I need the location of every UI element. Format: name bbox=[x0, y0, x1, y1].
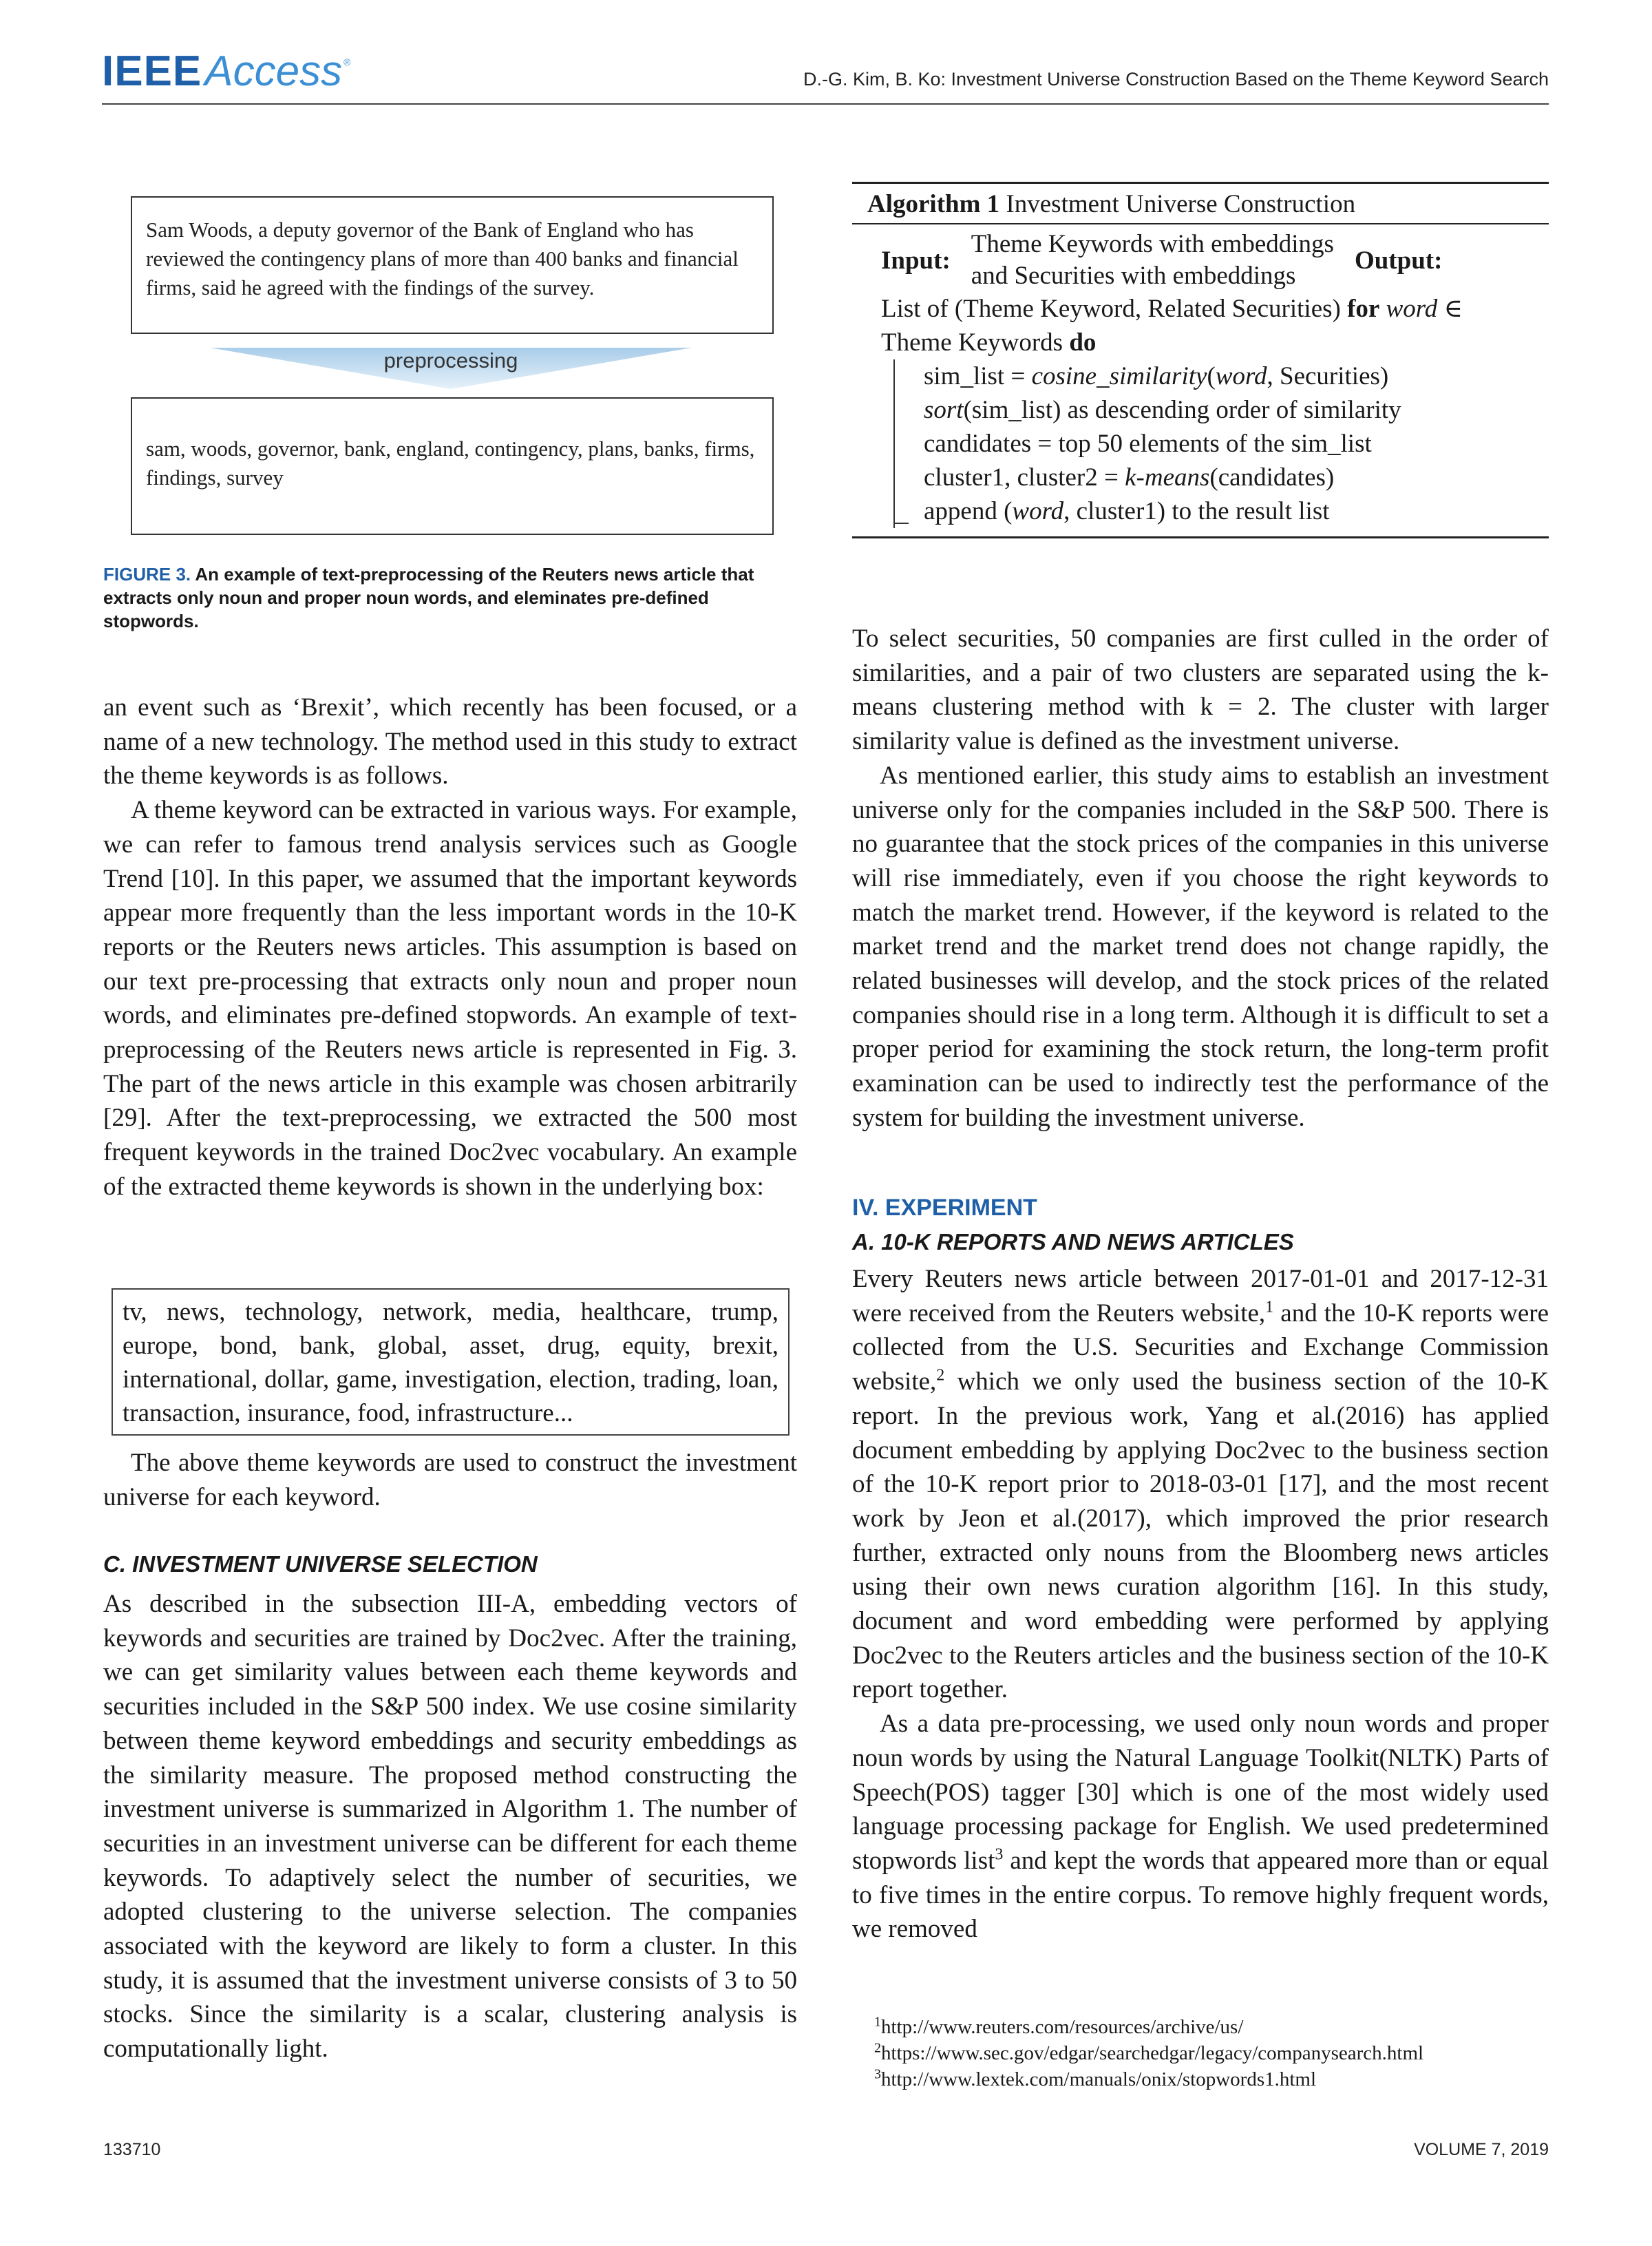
algo-variable: word bbox=[1215, 362, 1267, 390]
logo-ieee-text: IEEE bbox=[102, 48, 202, 95]
volume-label: VOLUME 7, 2019 bbox=[1414, 2140, 1549, 2159]
ieee-access-logo bbox=[102, 47, 350, 95]
algorithm-body bbox=[852, 224, 1549, 536]
algorithm-step bbox=[924, 461, 1549, 494]
algorithm-label: Algorithm 1 bbox=[867, 190, 1000, 218]
algo-function: k-means bbox=[1125, 463, 1210, 492]
algorithm-title bbox=[852, 184, 1549, 223]
algo-variable: word bbox=[1012, 497, 1064, 525]
algorithm-loop-end-mark bbox=[893, 523, 909, 524]
algorithm-input-line: Theme Keywords with embeddings bbox=[971, 230, 1334, 258]
algorithm-for-variable: word bbox=[1386, 295, 1438, 323]
section-heading-iv: IV. EXPERIMENT bbox=[852, 1195, 1037, 1221]
footnote-number: 3 bbox=[874, 2066, 881, 2082]
algo-text: append ( bbox=[924, 497, 1013, 525]
algorithm-step: candidates = top 50 elements of the sim_list bbox=[924, 430, 1372, 458]
paragraph bbox=[852, 1707, 1549, 1946]
footnote bbox=[874, 2014, 1549, 2040]
algo-text: cluster1, cluster2 = bbox=[924, 463, 1125, 492]
theme-keywords-box: tv, news, technology, network, media, healthcare, trump, europe, bond, bank, global, asset, drug, equity, brexit, international, dollar, game, investigation, election, trading, loan, transaction, insurance, food, infrastructure... bbox=[112, 1288, 790, 1436]
footnote bbox=[874, 2040, 1549, 2066]
algo-function: cosine_similarity bbox=[1031, 362, 1207, 390]
paragraph-text: which we only used the business section of the 10-K report. In the previous work, Yang et al.(2016) has applied document embedding by applying Doc2vec to the business section of the 10-K report prior to 2018-03-01 [17], and the most recent work by Jeon et al.(2017), which improved the prior research further, extracted only nouns from the Bloomberg news articles using their own news curation algorithm [16]. In this study, document and word embedding were performed by applying Doc2vec to the Reuters articles and the business section of the 10-K report together. bbox=[852, 1367, 1549, 1704]
footnote-ref[interactable]: 2 bbox=[936, 1366, 945, 1385]
paragraph: As described in the subsection III-A, embedding vectors of keywords and securities are trained by Doc2vec. After the training, we can get similarity values between each theme keywords and securities included in the S&P 500 index. We use cosine similarity between theme keyword embeddings and security embeddings as the similarity measure. The proposed method constructing the investment universe is summarized in Algorithm 1. The number of securities in an investment universe can be different for each theme keywords. To adaptively select the number of securities, we adopted clustering to the universe selection. The companies associated with the keyword are likely to form a cluster. In this study, it is assumed that the investment universe consists of 3 to 50 stocks. Since the similarity is a scalar, clustering analysis is computationally light. bbox=[103, 1590, 797, 2064]
figure3-caption bbox=[103, 563, 792, 633]
figure3-processed-text-box: sam, woods, governor, bank, england, contingency, plans, banks, firms, findings, survey bbox=[131, 397, 774, 535]
preprocessing-label: preprocessing bbox=[383, 348, 518, 372]
paragraph-text: and kept the words that appeared more than or equal to five times in the entire corpus. To remove highly frequent words, we removed bbox=[852, 1846, 1549, 1944]
algorithm-name: Investment Universe Construction bbox=[1006, 190, 1356, 218]
algo-text: ( bbox=[1207, 362, 1216, 390]
left-column-bottom bbox=[103, 1587, 797, 2066]
algorithm-input-line: and Securities with embeddings bbox=[971, 262, 1296, 290]
algorithm-input-keyword: Input: bbox=[881, 246, 951, 275]
algorithm-loop-body bbox=[893, 359, 1549, 528]
paragraph-text: As a data pre-processing, we used only noun words and proper noun words by using the Natural Language Toolkit(NLTK) Parts of Speech(POS) tagger [30] which is one of the most widely used language processing package for English. We used predetermined stopwords list bbox=[852, 1710, 1549, 1875]
algorithm-1 bbox=[852, 182, 1549, 538]
page-number: 133710 bbox=[103, 2140, 161, 2159]
footnote-link[interactable]: http://www.reuters.com/resources/archive/us/ bbox=[881, 2016, 1244, 2038]
footnote-number: 2 bbox=[874, 2040, 881, 2056]
algorithm-for-set: Theme Keywords bbox=[881, 328, 1063, 357]
algorithm-output-keyword: Output: bbox=[1354, 246, 1443, 275]
section-heading-c: C. INVESTMENT UNIVERSE SELECTION bbox=[103, 1551, 538, 1577]
footnote-link[interactable]: http://www.lextek.com/manuals/onix/stopwords1.html bbox=[881, 2068, 1317, 2090]
algorithm-for-keyword: for bbox=[1347, 295, 1380, 323]
figure3-caption-text: An example of text-preprocessing of the Reuters news article that extracts only noun and proper noun words, and eleminates pre-defined stopwords. bbox=[103, 564, 754, 631]
algorithm-output-value: List of (Theme Keyword, Related Securities) bbox=[881, 295, 1341, 323]
footnote-ref[interactable]: 1 bbox=[1265, 1298, 1274, 1316]
algorithm-io bbox=[881, 229, 1549, 292]
algorithm-bottom-rule bbox=[852, 536, 1549, 538]
paragraph: an event such as ‘Brexit’, which recently has been focused, or a name of a new technology. The method used in this study to extract the theme keywords is as follows. bbox=[103, 693, 797, 790]
algo-text: sim_list = bbox=[924, 362, 1032, 390]
paragraph-text: and the 10-K reports were collected from the U.S. Securities and Exchange Commission website, bbox=[852, 1299, 1549, 1396]
left-column-middle bbox=[103, 1446, 797, 1514]
figure3-original-text-box: Sam Woods, a deputy governor of the Bank of England who has reviewed the contingency plans of more than 400 banks and financial firms, said he agreed with the findings of the survey. bbox=[131, 196, 774, 334]
algo-function: sort bbox=[924, 396, 964, 424]
logo-access-text: Access bbox=[204, 48, 343, 95]
algo-text: , Securities) bbox=[1267, 362, 1389, 390]
paragraph: A theme keyword can be extracted in various ways. For example, we can refer to famous trend analysis services such as Google Trend [10]. In this paper, we assumed that the important keywords appear more frequently than the less important words in the 10-K reports or the Reuters news articles. This assumption is based on our text pre-processing that extracts only noun and proper noun words, and eliminates pre-defined stopwords. An example of text-preprocessing of the Reuters news article is represented in Fig. 3. The part of the news article in this example was chosen arbitrarily [29]. After the text-preprocessing, we extracted the 500 most frequent keywords in the trained Doc2vec vocabulary. An example of the extracted theme keywords is shown in the underlying box: bbox=[103, 796, 797, 1201]
algorithm-input-values bbox=[971, 229, 1334, 292]
algorithm-step bbox=[924, 393, 1549, 427]
algorithm-for-line bbox=[881, 326, 1549, 359]
right-column-bottom bbox=[852, 1262, 1549, 1946]
paragraph-text: Every Reuters news article between 2017-01-01 and 2017-12-31 were received from the Reuters website, bbox=[852, 1265, 1549, 1327]
logo-registered-mark: ® bbox=[343, 56, 351, 67]
paragraph bbox=[852, 1262, 1549, 1707]
left-column-top bbox=[103, 691, 797, 1204]
right-column-top bbox=[852, 622, 1549, 1135]
footnote-number: 1 bbox=[874, 2014, 881, 2030]
running-head: D.-G. Kim, B. Ko: Investment Universe Construction Based on the Theme Keyword Search bbox=[803, 69, 1549, 90]
footnote-ref[interactable]: 3 bbox=[995, 1845, 1004, 1864]
paragraph: To select securities, 50 companies are first culled in the order of similarities, and a pair of two clusters are separated using the k-means clustering method with k = 2. The cluster with larger similarity value is defined as the investment universe. bbox=[852, 625, 1549, 756]
section-heading-a: A. 10-K REPORTS AND NEWS ARTICLES bbox=[852, 1229, 1294, 1255]
footnotes bbox=[874, 2014, 1549, 2092]
algo-text: (sim_list) as descending order of similarity bbox=[963, 396, 1401, 424]
algorithm-output-line bbox=[881, 292, 1549, 326]
algorithm-element-of: ∈ bbox=[1443, 295, 1463, 323]
algo-text: (candidates) bbox=[1209, 463, 1335, 492]
paragraph: As mentioned earlier, this study aims to establish an investment universe only for the companies included in the S&P 500. There is no guarantee that the stock prices of the companies in this universe will rise immediately, even if you choose the right keywords to match the market trend. However, if the keyword is related to the market trend and the market trend does not change rapidly, the related businesses will develop, and the stock prices of the related companies should rise in a long term. Although it is difficult to set a proper period for examining the stock return, the long-term profit examination can be used to indirectly test the performance of the system for building the investment universe. bbox=[852, 761, 1549, 1132]
algo-text: , cluster1) to the result list bbox=[1063, 497, 1330, 525]
algorithm-step bbox=[924, 494, 1549, 528]
figure3-caption-label: FIGURE 3. bbox=[103, 564, 191, 585]
algorithm-do-keyword: do bbox=[1069, 328, 1097, 357]
algorithm-step bbox=[924, 359, 1549, 393]
footnote bbox=[874, 2066, 1549, 2092]
paragraph: The above theme keywords are used to construct the investment universe for each keyword. bbox=[103, 1449, 797, 1511]
header-rule bbox=[102, 103, 1549, 105]
footnote-link[interactable]: https://www.sec.gov/edgar/searchedgar/legacy/companysearch.html bbox=[881, 2042, 1424, 2064]
